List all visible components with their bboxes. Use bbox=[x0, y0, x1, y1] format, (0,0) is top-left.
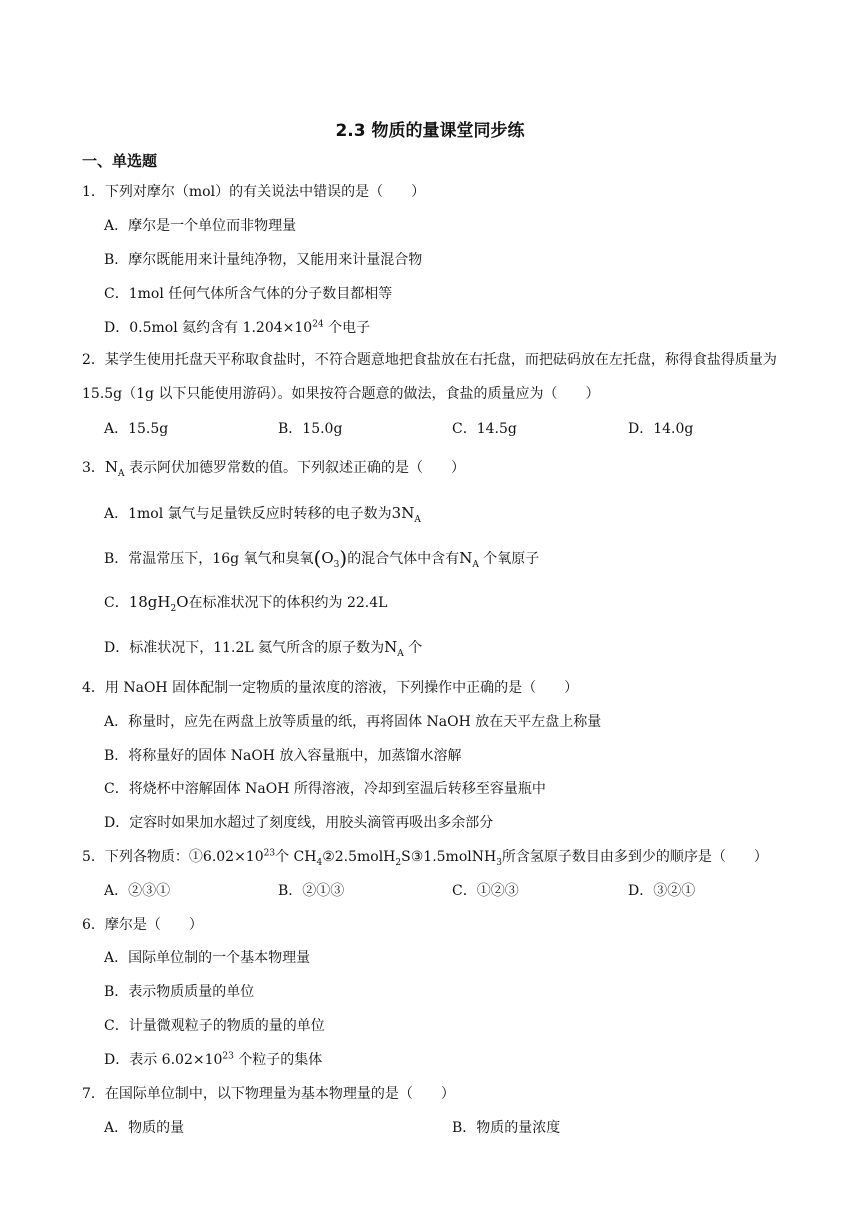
question-3-option-b: B．常温常压下，16g 氧气和臭氧$(O_3)$的混合气体中含有$N_A$ 个氧原子 bbox=[104, 546, 540, 570]
question-5-stem: 5．下列各物质：$①6.02\times 10^{23}$个 $CH_4②2.5molH_2S③1.5molNH_3$所含氢原子数目由多到少的顺序是（ ） bbox=[82, 848, 768, 868]
question-7-option-a: A．物质的量 bbox=[104, 1120, 185, 1136]
question-5-option-b: B．②①③ bbox=[278, 883, 345, 899]
question-6-option-d: D．表示 $6.02\times 10^{23}$ 个粒子的集体 bbox=[104, 1051, 323, 1068]
question-2-option-b: B．15.0g bbox=[278, 421, 343, 437]
question-5-option-d: D．③②① bbox=[628, 883, 696, 899]
question-4-option-a: A．称量时，应先在两盘上放等质量的纸，再将固体 NaOH 放在天平左盘上称量 bbox=[104, 714, 602, 730]
question-5-option-a: A．②③① bbox=[104, 883, 171, 899]
page-title: 2.3 物质的量课堂同步练 bbox=[335, 121, 525, 141]
question-3-option-c: C．$18gH_2O$在标准状况下的体积约为 22.4L bbox=[104, 593, 388, 614]
question-4-option-c: C．将烧杯中溶解固体 NaOH 所得溶液，冷却到室温后转移至容量瓶中 bbox=[104, 781, 546, 797]
question-2-option-a: A．15.5g bbox=[104, 421, 169, 437]
question-2-option-c: C．14.5g bbox=[452, 421, 517, 437]
question-2-stem: 2．某学生使用托盘天平称取食盐时，不符合题意地把食盐放在右托盘，而把砝码放在左托盘，称得食盐得质量为 15.5g（1g 以下只能使用游码）。如果按符合题意的做法，食盐的质量应为（ ） bbox=[82, 352, 777, 402]
question-1-option-c: C．1mol 任何气体所含气体的分子数目都相等 bbox=[104, 286, 393, 302]
question-4-option-b: B．将称量好的固体 NaOH 放入容量瓶中，加蒸馏水溶解 bbox=[104, 748, 462, 764]
question-1-option-b: B．摩尔既能用来计量纯净物，又能用来计量混合物 bbox=[104, 252, 423, 268]
question-7-stem: 7．在国际单位制中，以下物理量为基本物理量的是（ ） bbox=[82, 1086, 455, 1102]
question-5-option-c: C．①②③ bbox=[452, 883, 519, 899]
question-4-stem: 4．用 NaOH 固体配制一定物质的量浓度的溶液，下列操作中正确的是（ ） bbox=[82, 680, 579, 696]
question-6-option-b: B．表示物质质量的单位 bbox=[104, 984, 255, 1000]
question-3-stem: 3．$N_A$ 表示阿伏加德罗常数的值。下列叙述正确的是（ ） bbox=[82, 458, 465, 479]
question-1-option-a: A．摩尔是一个单位而非物理量 bbox=[104, 218, 297, 234]
question-2-option-d: D．14.0g bbox=[628, 421, 694, 437]
question-3-option-a: A．1mol 氯气与足量铁反应时转移的电子数为$3N_A$ bbox=[104, 504, 421, 525]
question-3-option-d: D．标准状况下，11.2L 氦气所含的原子数为$N_A$ 个 bbox=[104, 638, 423, 659]
question-1-option-d: D．0.5mol 氦约含有 $1.204\times 10^{24}$ 个电子 bbox=[104, 319, 371, 336]
question-6-option-a: A．国际单位制的一个基本物理量 bbox=[104, 950, 311, 966]
question-7-option-b: B．物质的量浓度 bbox=[452, 1120, 561, 1136]
question-6-stem: 6．摩尔是（ ） bbox=[82, 917, 203, 933]
question-1-stem: 1．下列对摩尔（mol）的有关说法中错误的是（ ） bbox=[82, 184, 426, 200]
question-4-option-d: D．定容时如果加水超过了刻度线，用胶头滴管再吸出多余部分 bbox=[104, 815, 494, 831]
section-heading: 一、单选题 bbox=[82, 152, 158, 170]
question-6-option-c: C．计量微观粒子的物质的量的单位 bbox=[104, 1018, 325, 1034]
